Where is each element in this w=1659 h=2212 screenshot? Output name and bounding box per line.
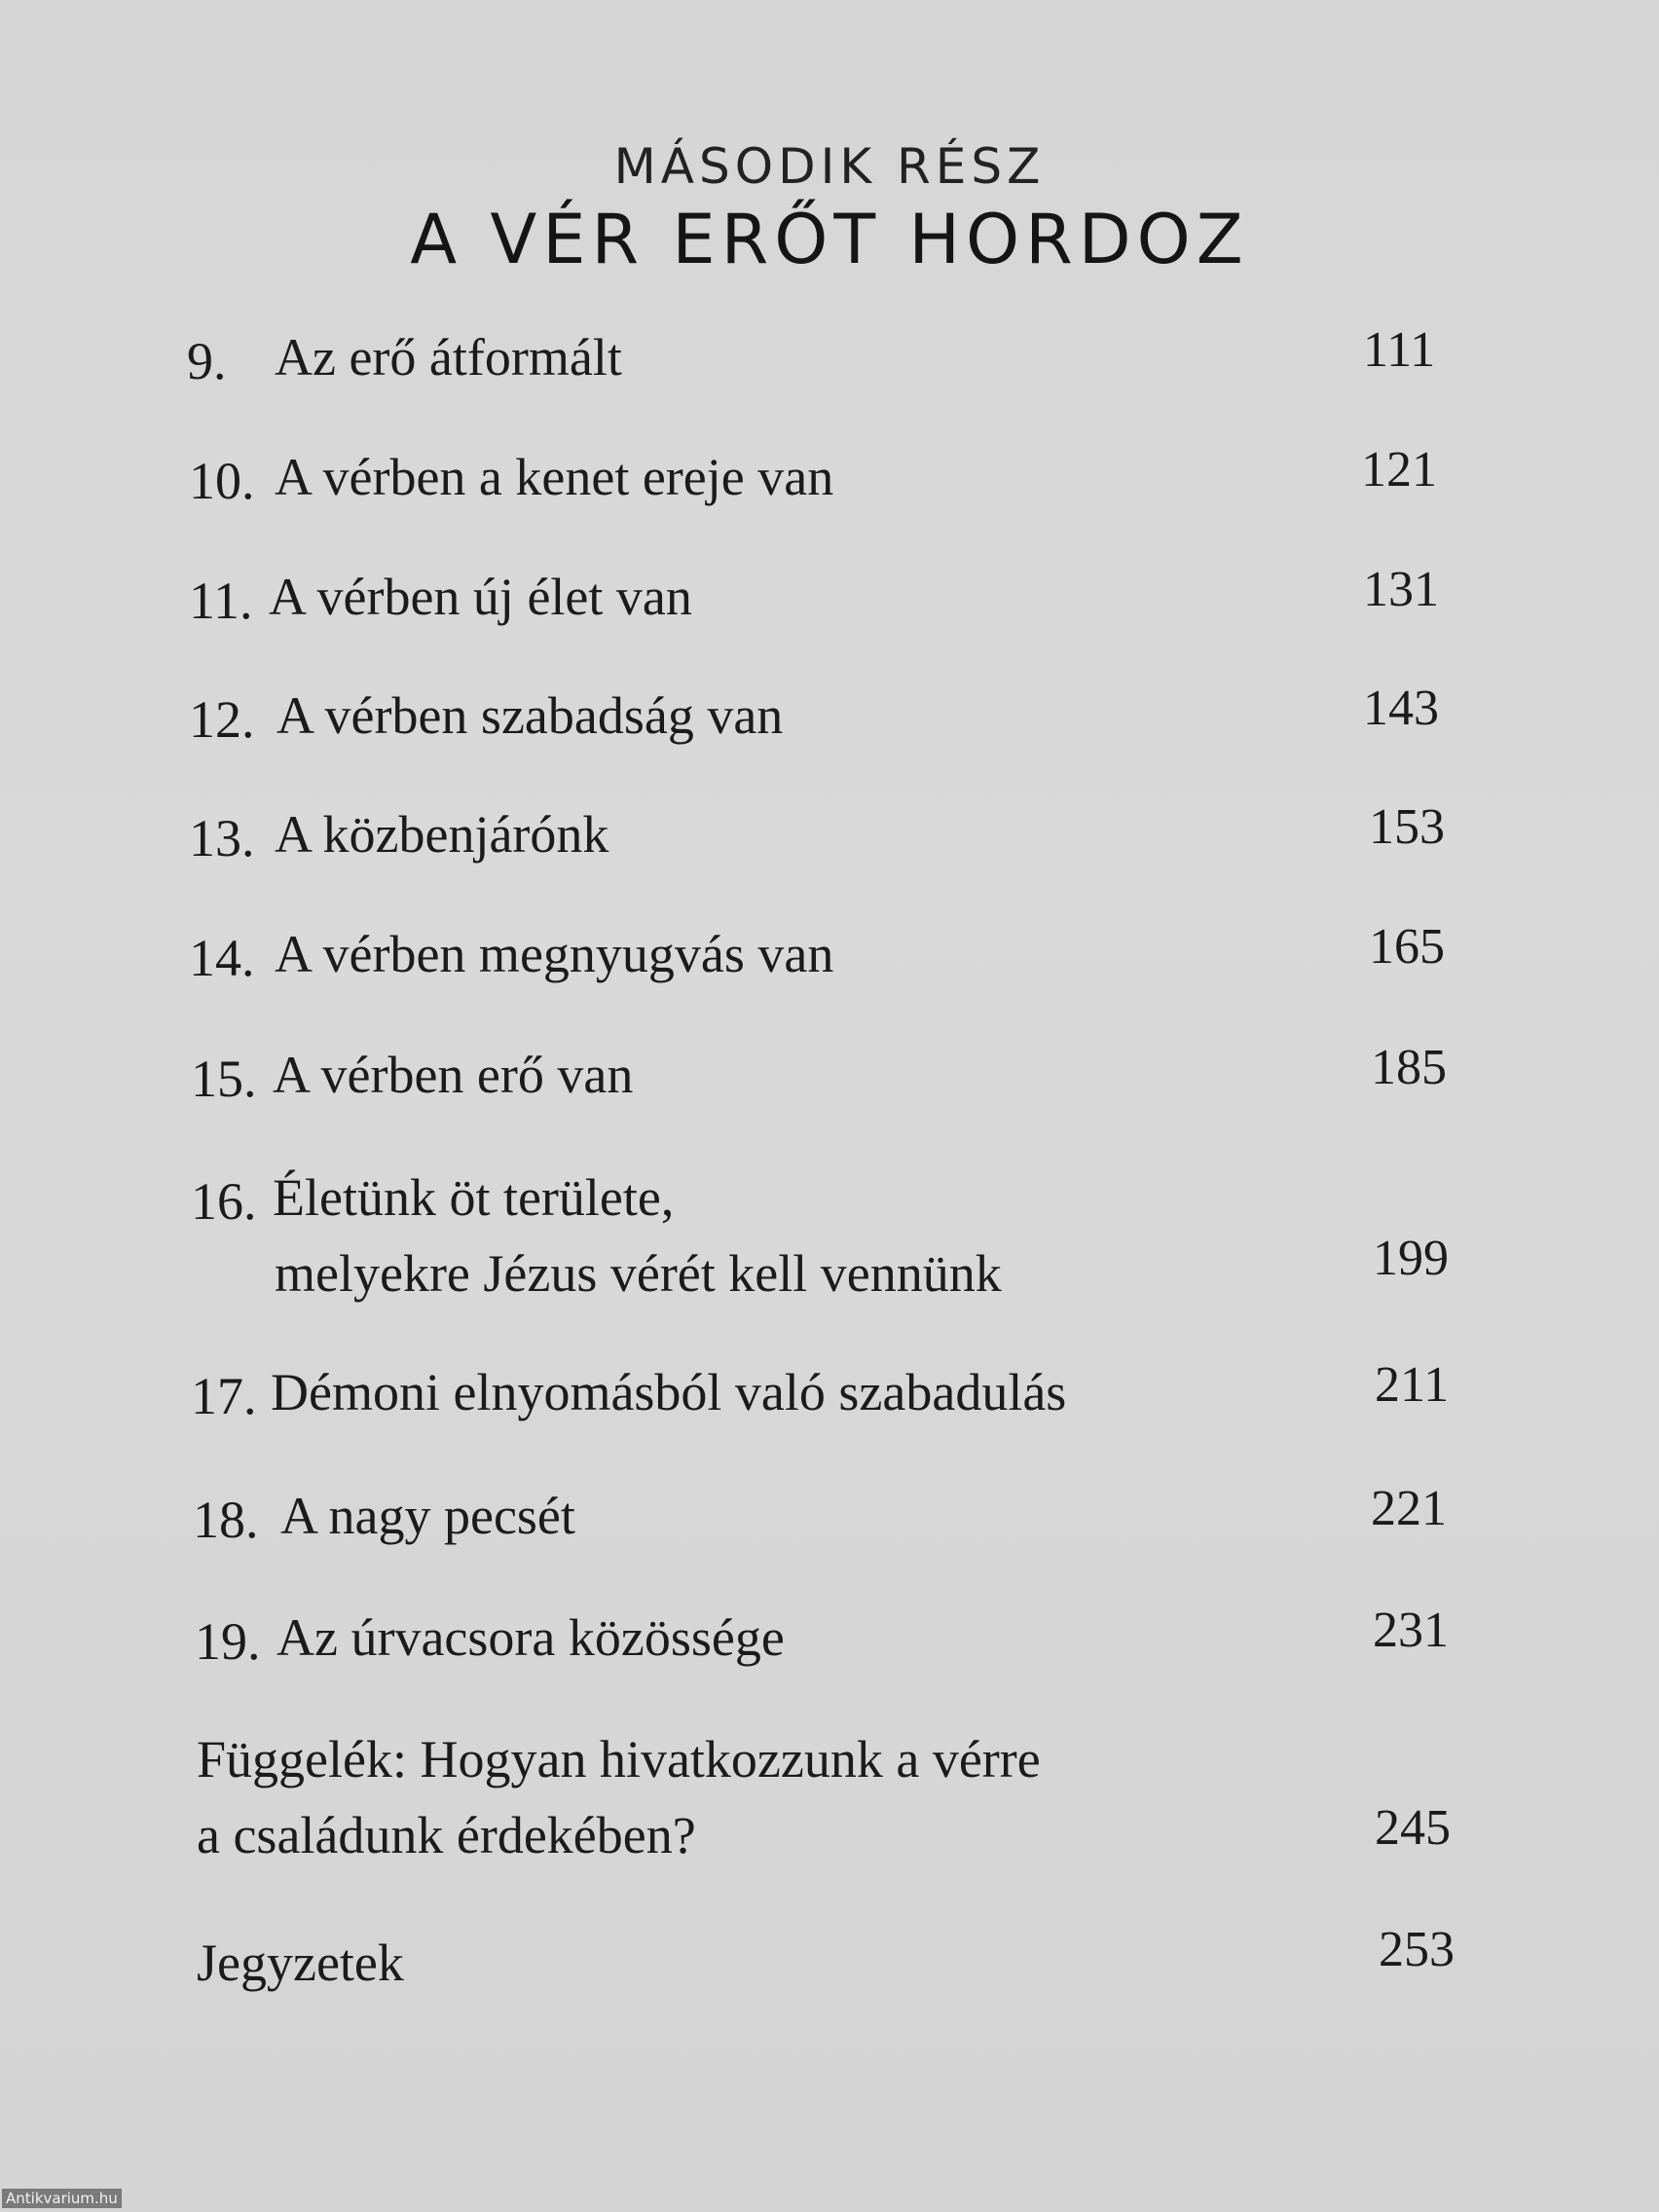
toc-entry bbox=[0, 322, 1659, 448]
entry-number: 15. bbox=[191, 1050, 257, 1108]
entry-title: A vérben szabadság van bbox=[276, 686, 784, 745]
toc-entry bbox=[0, 1040, 1659, 1165]
entry-number: 11. bbox=[189, 571, 253, 630]
toc-entry bbox=[0, 1481, 1659, 1606]
toc-entry bbox=[0, 681, 1659, 806]
entry-page-number: 131 bbox=[1363, 562, 1439, 617]
entry-title: Függelék: Hogyan hivatkozzunk a vérre bbox=[197, 1730, 1041, 1788]
entry-title-continued: melyekre Jézus vérét kell vennünk bbox=[275, 1244, 1002, 1303]
entry-number: 14. bbox=[189, 929, 255, 987]
entry-number: 13. bbox=[189, 809, 255, 867]
entry-title: A közbenjárónk bbox=[275, 805, 609, 864]
entry-title: Az úrvacsora közössége bbox=[276, 1608, 785, 1667]
entry-title: Jegyzetek bbox=[197, 1934, 404, 1992]
toc-entry bbox=[0, 919, 1659, 1045]
entry-title: A vérben új élet van bbox=[269, 568, 692, 626]
entry-title: Az erő átformált bbox=[275, 328, 622, 387]
toc-entry bbox=[0, 1603, 1659, 1728]
toc-entry bbox=[0, 1168, 1659, 1303]
entry-page-number: 111 bbox=[1363, 322, 1436, 378]
toc-entry bbox=[0, 562, 1659, 687]
entry-page-number: 143 bbox=[1363, 681, 1439, 736]
entry-page-number: 221 bbox=[1371, 1481, 1447, 1536]
entry-number: 12. bbox=[189, 690, 255, 749]
toc-entry bbox=[0, 799, 1659, 925]
entry-page-number: 231 bbox=[1373, 1603, 1449, 1658]
entry-page-number: 211 bbox=[1375, 1357, 1450, 1413]
toc-entry bbox=[0, 1357, 1659, 1483]
entry-number: 17. bbox=[191, 1367, 257, 1425]
toc-entry-notes bbox=[0, 1922, 1659, 2049]
entry-number: 19. bbox=[195, 1612, 261, 1671]
toc-entry bbox=[0, 442, 1659, 568]
entry-title: Életünk öt területe, bbox=[273, 1168, 675, 1227]
entry-title: A nagy pecsét bbox=[280, 1487, 575, 1545]
watermark: Antikvarium.hu bbox=[2, 2189, 122, 2208]
entry-page-number: 185 bbox=[1371, 1040, 1447, 1095]
toc-entry-appendix bbox=[0, 1730, 1659, 1864]
part-label: MÁSODIK RÉSZ bbox=[613, 138, 1046, 195]
entry-page-number: 121 bbox=[1361, 442, 1437, 498]
entry-page-number: 165 bbox=[1369, 919, 1445, 975]
entry-page-number: 199 bbox=[1373, 1231, 1449, 1286]
entry-page-number: 253 bbox=[1379, 1922, 1455, 1977]
entry-title: A vérben erő van bbox=[273, 1046, 634, 1104]
entry-title: A vérben a kenet ereje van bbox=[275, 448, 834, 506]
entry-page-number: 245 bbox=[1375, 1800, 1451, 1856]
part-title: A VÉR ERŐT HORDOZ bbox=[410, 200, 1249, 279]
entry-page-number: 153 bbox=[1369, 799, 1445, 855]
entry-number: 9. bbox=[187, 332, 227, 390]
entry-title-continued: a családunk érdekében? bbox=[197, 1806, 696, 1864]
entry-number: 16. bbox=[191, 1172, 257, 1231]
entry-title: A vérben megnyugvás van bbox=[275, 925, 834, 983]
entry-number: 10. bbox=[189, 452, 255, 510]
entry-title: Démoni elnyomásból való szabadulás bbox=[271, 1363, 1067, 1421]
entry-number: 18. bbox=[193, 1491, 259, 1549]
